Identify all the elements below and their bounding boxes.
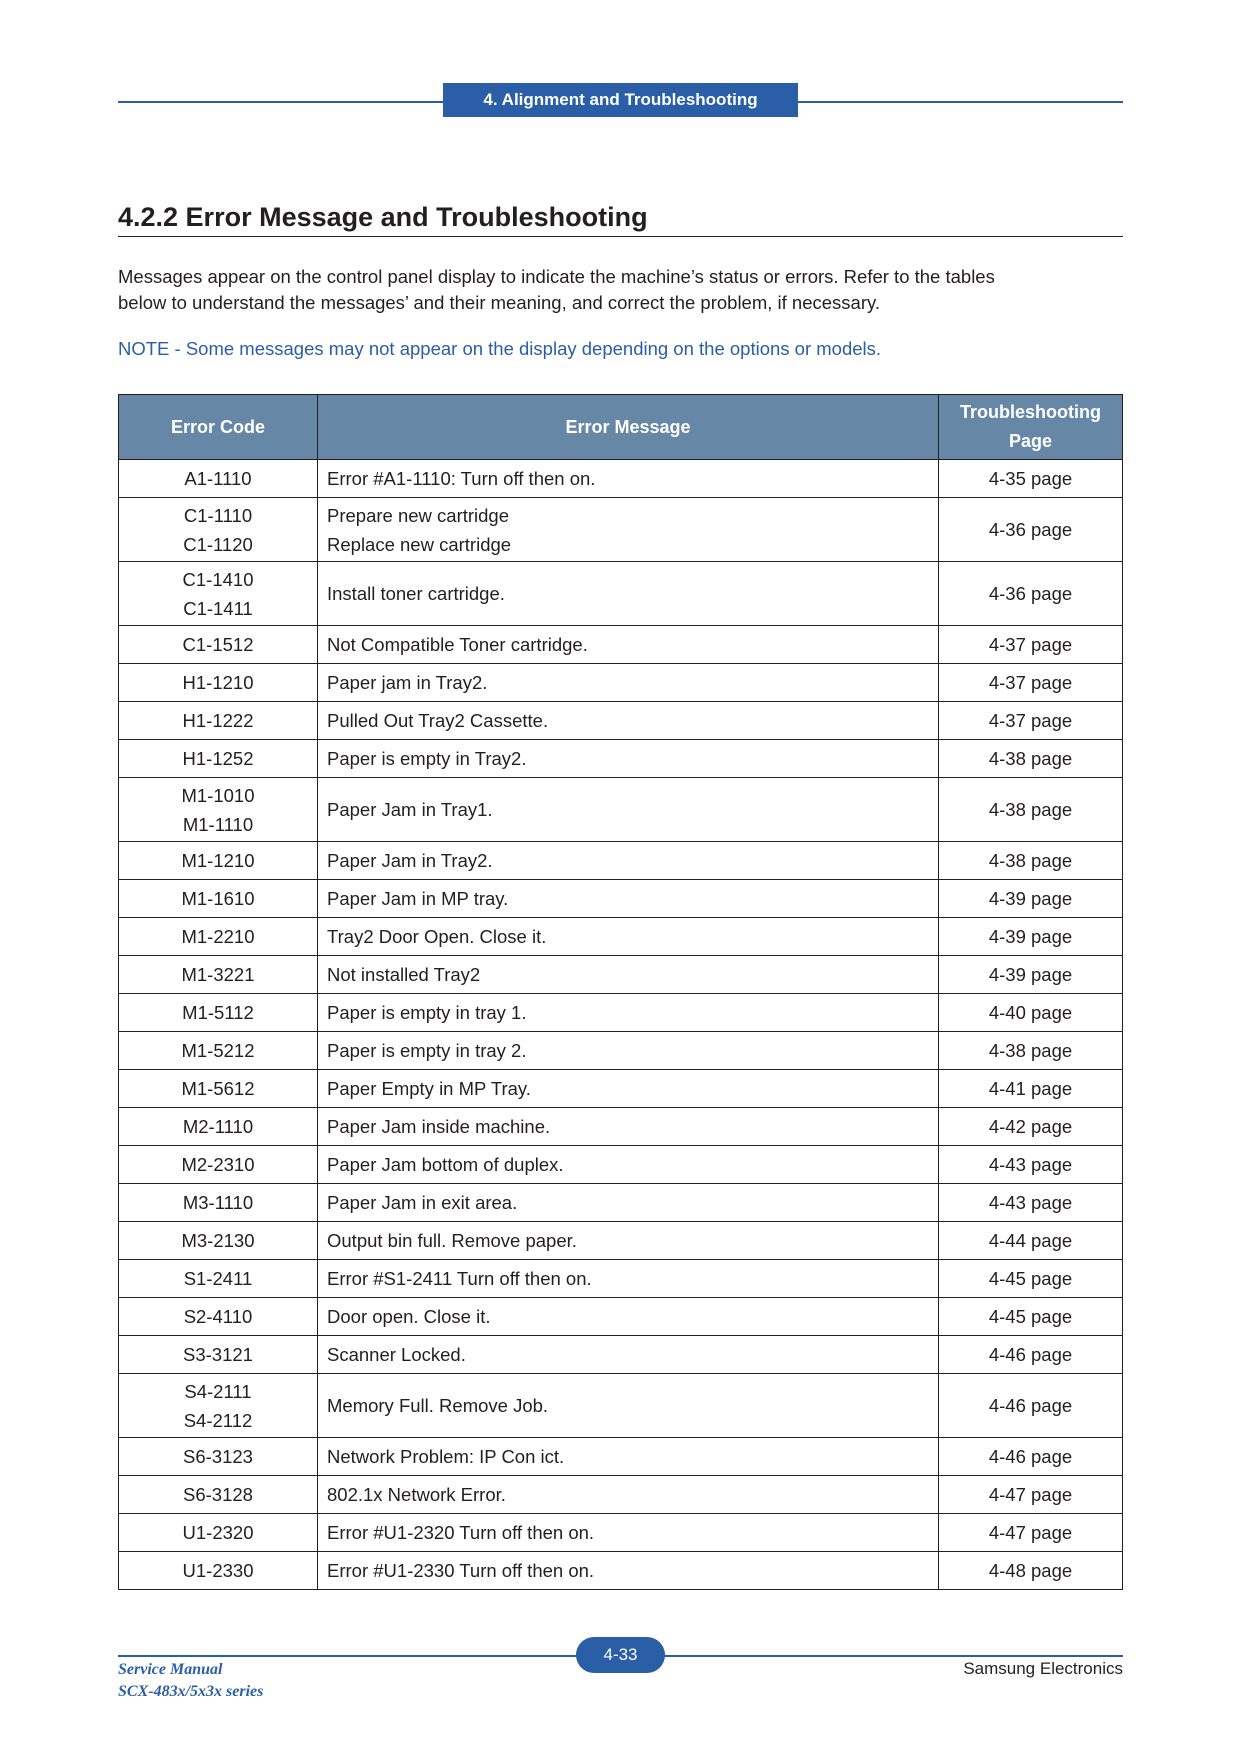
error-message-cell [318, 1374, 939, 1438]
error-code-cell [119, 1438, 318, 1476]
troubleshooting-page-cell: 4-45 page [939, 1260, 1123, 1298]
troubleshooting-page-cell: 4-35 page [939, 460, 1123, 498]
footer-manual-title [118, 1659, 263, 1703]
page-number: 4-33 [576, 1637, 665, 1673]
section-tab: 4. Alignment and Troubleshooting [443, 83, 798, 117]
error-message-cell [318, 460, 939, 498]
error-message: Output bin full. Remove paper. [327, 1230, 577, 1251]
error-table [118, 394, 1123, 1590]
error-code-cell [119, 626, 318, 664]
error-code: M1-1610 [181, 888, 255, 909]
troubleshooting-page-cell: 4-40 page [939, 994, 1123, 1032]
error-code-cell [119, 664, 318, 702]
intro-line: Messages appear on the control panel display to indicate the machine’s status or errors. Refer to the tables [118, 266, 995, 287]
error-message: Door open. Close it. [327, 1306, 491, 1327]
troubleshooting-page-cell: 4-43 page [939, 1146, 1123, 1184]
error-code: C1-1512 [182, 634, 254, 655]
error-code-cell [119, 1222, 318, 1260]
error-code-cell [119, 1552, 318, 1590]
error-message-cell [318, 498, 939, 562]
error-code: S4-2111 [184, 1380, 252, 1402]
troubleshooting-page-cell: 4-44 page [939, 1222, 1123, 1260]
table-row [119, 880, 1123, 918]
table-row [119, 1108, 1123, 1146]
troubleshooting-page-cell: 4-43 page [939, 1184, 1123, 1222]
table-row [119, 626, 1123, 664]
error-code: M1-1110 [182, 813, 254, 835]
error-code-cell [119, 880, 318, 918]
error-code: M3-2130 [181, 1230, 255, 1251]
error-message: Error #S1-2411 Turn off then on. [327, 1268, 592, 1289]
troubleshooting-page-cell: 4-39 page [939, 956, 1123, 994]
table-row [119, 1146, 1123, 1184]
error-message: Install toner cartridge. [327, 583, 505, 604]
error-code: M1-5212 [181, 1040, 255, 1061]
error-code-cell [119, 994, 318, 1032]
error-code-cell [119, 778, 318, 842]
error-message-cell [318, 740, 939, 778]
error-message: Tray2 Door Open. Close it. [327, 926, 547, 947]
footer-model-line: SCX-483x/5x3x series [118, 1683, 264, 1700]
troubleshooting-page-cell: 4-36 page [939, 562, 1123, 626]
troubleshooting-page-cell: 4-38 page [939, 842, 1123, 880]
troubleshooting-page-cell: 4-37 page [939, 626, 1123, 664]
table-row [119, 702, 1123, 740]
troubleshooting-page-cell: 4-39 page [939, 880, 1123, 918]
error-message: Paper is empty in tray 1. [327, 1002, 527, 1023]
table-row [119, 1032, 1123, 1070]
troubleshooting-page-cell: 4-38 page [939, 778, 1123, 842]
error-message-cell [318, 1032, 939, 1070]
table-row [119, 1552, 1123, 1590]
error-message: 802.1x Network Error. [327, 1484, 506, 1505]
error-message-cell [318, 1298, 939, 1336]
intro-line: below to understand the messages’ and their meaning, and correct the problem, if necessary. [118, 292, 881, 313]
header-page-line: Page [1008, 431, 1053, 451]
error-message-cell [318, 778, 939, 842]
header-troubleshooting-line: Troubleshooting [960, 402, 1101, 422]
troubleshooting-page-cell: 4-41 page [939, 1070, 1123, 1108]
table-row [119, 1514, 1123, 1552]
intro-paragraph [118, 264, 1123, 316]
error-message-cell [318, 1476, 939, 1514]
error-code-cell [119, 1298, 318, 1336]
header-error-message: Error Message [318, 395, 939, 460]
error-code: M1-2210 [181, 926, 255, 947]
error-message-cell [318, 702, 939, 740]
error-code: M1-5112 [182, 1002, 254, 1023]
error-message-cell [318, 842, 939, 880]
troubleshooting-page-cell: 4-42 page [939, 1108, 1123, 1146]
error-message-cell [318, 880, 939, 918]
error-message: Error #U1-2330 Turn off then on. [327, 1560, 595, 1581]
error-message: Paper is empty in tray 2. [327, 1040, 527, 1061]
table-row [119, 1184, 1123, 1222]
title-underline [118, 236, 1123, 237]
error-message: Paper is empty in Tray2. [327, 748, 527, 769]
table-header-row [119, 395, 1123, 460]
error-message-cell [318, 562, 939, 626]
error-message-cell [318, 956, 939, 994]
table-row [119, 1374, 1123, 1438]
error-message: Pulled Out Tray2 Cassette. [327, 710, 549, 731]
error-message: Error #A1-1110: Turn off then on. [327, 468, 596, 489]
error-code-cell [119, 1184, 318, 1222]
troubleshooting-page-cell: 4-46 page [939, 1438, 1123, 1476]
error-code: C1-1120 [183, 533, 253, 555]
error-message: Paper Jam in exit area. [327, 1192, 518, 1213]
error-code-cell [119, 1260, 318, 1298]
table-row [119, 1222, 1123, 1260]
error-code: A1-1110 [184, 468, 252, 489]
error-code-cell [119, 562, 318, 626]
error-code: H1-1252 [182, 748, 254, 769]
error-code-cell [119, 1374, 318, 1438]
table-row [119, 1260, 1123, 1298]
error-message: Prepare new cartridge [327, 504, 510, 526]
error-code: M3-1110 [182, 1192, 254, 1213]
table-row [119, 994, 1123, 1032]
table-row [119, 1438, 1123, 1476]
error-code-cell [119, 1070, 318, 1108]
error-code-cell [119, 1514, 318, 1552]
error-message: Paper Jam in Tray1. [327, 799, 493, 820]
error-code: M1-3221 [181, 964, 255, 985]
table-row [119, 1298, 1123, 1336]
error-code: C1-1410 [182, 568, 254, 590]
error-code-cell [119, 956, 318, 994]
footer-company: Samsung Electronics [963, 1659, 1123, 1678]
troubleshooting-page-cell: 4-36 page [939, 498, 1123, 562]
error-message: Paper Empty in MP Tray. [327, 1078, 531, 1099]
troubleshooting-page-cell: 4-48 page [939, 1552, 1123, 1590]
error-code: S4-2112 [183, 1409, 253, 1431]
error-code-cell [119, 1476, 318, 1514]
error-code-cell [119, 1032, 318, 1070]
page-title: 4.2.2 Error Message and Troubleshooting [118, 202, 648, 232]
error-message: Scanner Locked. [327, 1344, 466, 1365]
error-message-cell [318, 1070, 939, 1108]
error-code: C1-1411 [183, 597, 253, 619]
error-message-cell [318, 1336, 939, 1374]
error-message-cell [318, 1146, 939, 1184]
table-row [119, 740, 1123, 778]
troubleshooting-page-cell: 4-37 page [939, 664, 1123, 702]
error-code: H1-1210 [182, 672, 254, 693]
table-row [119, 1476, 1123, 1514]
error-message-cell [318, 1108, 939, 1146]
table-row [119, 460, 1123, 498]
error-code: S6-3123 [183, 1446, 253, 1467]
table-row [119, 1336, 1123, 1374]
troubleshooting-page-cell: 4-47 page [939, 1476, 1123, 1514]
error-message: Paper Jam bottom of duplex. [327, 1154, 564, 1175]
error-table-body [119, 460, 1123, 1590]
error-message-cell [318, 1438, 939, 1476]
table-row [119, 956, 1123, 994]
troubleshooting-page-cell: 4-45 page [939, 1298, 1123, 1336]
error-code: M1-5612 [181, 1078, 255, 1099]
error-code: H1-1222 [182, 710, 254, 731]
error-code: M1-1010 [181, 784, 255, 806]
error-message-cell [318, 626, 939, 664]
error-message: Paper Jam in Tray2. [327, 850, 493, 871]
error-message-cell [318, 664, 939, 702]
error-code: U1-2320 [182, 1522, 254, 1543]
error-code: S1-2411 [183, 1268, 253, 1289]
troubleshooting-page-cell: 4-37 page [939, 702, 1123, 740]
error-code-cell [119, 1146, 318, 1184]
header-troubleshooting-page [939, 395, 1123, 460]
error-code: S6-3128 [183, 1484, 253, 1505]
error-code-cell [119, 740, 318, 778]
troubleshooting-page-cell: 4-47 page [939, 1514, 1123, 1552]
error-message: Replace new cartridge [327, 533, 512, 555]
error-code: M2-2310 [181, 1154, 255, 1175]
error-message: Not installed Tray2 [327, 964, 481, 985]
table-row [119, 1070, 1123, 1108]
troubleshooting-page-cell: 4-38 page [939, 740, 1123, 778]
table-row [119, 842, 1123, 880]
error-message: Memory Full. Remove Job. [327, 1395, 549, 1416]
error-message-cell [318, 1222, 939, 1260]
error-message: Not Compatible Toner cartridge. [327, 634, 588, 655]
error-code: M2-1110 [182, 1116, 254, 1137]
table-row [119, 498, 1123, 562]
error-code: S3-3121 [183, 1344, 253, 1365]
error-code-cell [119, 1108, 318, 1146]
table-row [119, 562, 1123, 626]
table-row [119, 778, 1123, 842]
error-code-cell [119, 1336, 318, 1374]
error-code: U1-2330 [182, 1560, 254, 1581]
troubleshooting-page-cell: 4-39 page [939, 918, 1123, 956]
error-code-cell [119, 702, 318, 740]
table-row [119, 918, 1123, 956]
error-code: C1-1110 [183, 504, 253, 526]
error-code-cell [119, 498, 318, 562]
error-message-cell [318, 1184, 939, 1222]
error-message-cell [318, 918, 939, 956]
troubleshooting-page-cell: 4-38 page [939, 1032, 1123, 1070]
troubleshooting-page-cell: 4-46 page [939, 1336, 1123, 1374]
error-message: Error #U1-2320 Turn off then on. [327, 1522, 595, 1543]
error-message: Network Problem: IP Con ict. [327, 1446, 565, 1467]
error-code: S2-4110 [183, 1306, 253, 1327]
footer-manual-line: Service Manual [118, 1661, 223, 1678]
error-code-cell [119, 918, 318, 956]
error-message-cell [318, 1514, 939, 1552]
troubleshooting-page-cell: 4-46 page [939, 1374, 1123, 1438]
error-message-cell [318, 1260, 939, 1298]
error-message: Paper Jam in MP tray. [327, 888, 509, 909]
error-message-cell [318, 1552, 939, 1590]
error-message: Paper Jam inside machine. [327, 1116, 551, 1137]
table-row [119, 664, 1123, 702]
header-error-code: Error Code [119, 395, 318, 460]
note-text: NOTE - Some messages may not appear on the display depending on the options or models. [118, 338, 882, 359]
error-code-cell [119, 460, 318, 498]
error-message-cell [318, 994, 939, 1032]
error-code-cell [119, 842, 318, 880]
error-code: M1-1210 [181, 850, 255, 871]
error-message: Paper jam in Tray2. [327, 672, 488, 693]
